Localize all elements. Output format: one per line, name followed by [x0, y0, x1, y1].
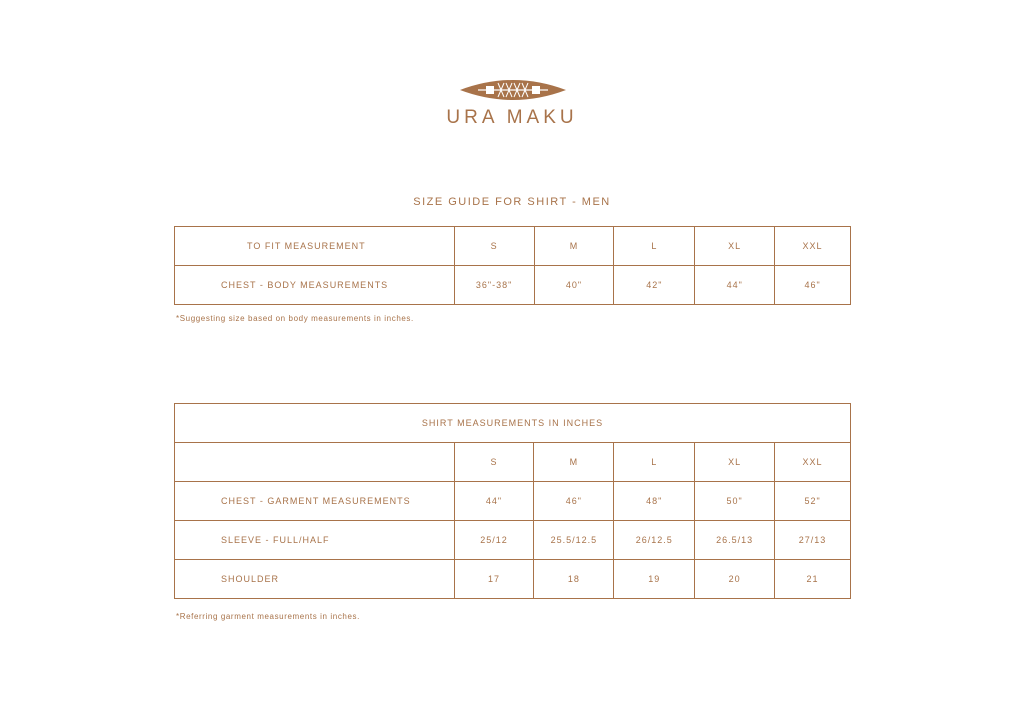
table-cell: 50" — [695, 482, 775, 521]
size-header-xl: XL — [695, 227, 775, 266]
table-cell: 25/12 — [454, 521, 534, 560]
size-header-xxl: XXL — [775, 227, 851, 266]
table-row — [175, 266, 851, 305]
size-header-m: M — [534, 443, 614, 482]
table-cell: 36"-38" — [454, 266, 534, 305]
table-cell: 26.5/13 — [695, 521, 775, 560]
shirt-measurements-note: *Referring garment measurements in inches. — [176, 612, 360, 621]
table-header-row — [175, 443, 851, 482]
table-cell: 44" — [695, 266, 775, 305]
table-row — [175, 560, 851, 599]
empty-header-cell — [175, 443, 455, 482]
table-cell: 27/13 — [775, 521, 851, 560]
size-guide-note: *Suggesting size based on body measurements in inches. — [176, 314, 414, 323]
table-cell: 40" — [534, 266, 614, 305]
size-header-l: L — [614, 443, 695, 482]
size-header-m: M — [534, 227, 614, 266]
table-cell: 25.5/12.5 — [534, 521, 614, 560]
size-header-xl: XL — [695, 443, 775, 482]
size-header-xxl: XXL — [775, 443, 851, 482]
size-guide-title: SIZE GUIDE FOR SHIRT - MEN — [413, 196, 611, 208]
table-row — [175, 521, 851, 560]
table-cell: 18 — [534, 560, 614, 599]
size-guide-table — [174, 226, 851, 305]
table-cell: 20 — [695, 560, 775, 599]
table-cell: 48" — [614, 482, 695, 521]
size-header-l: L — [614, 227, 695, 266]
table-cell: 52" — [775, 482, 851, 521]
size-header-s: S — [454, 227, 534, 266]
chest-garment-label: CHEST - GARMENT MEASUREMENTS — [175, 482, 455, 521]
size-header-s: S — [454, 443, 534, 482]
table-cell: 46" — [534, 482, 614, 521]
table-cell: 17 — [454, 560, 534, 599]
boat-shuttle-logo-icon — [458, 74, 568, 106]
table-row — [175, 482, 851, 521]
shoulder-label: SHOULDER — [175, 560, 455, 599]
shirt-measurements-table — [174, 403, 851, 599]
table-title-row — [175, 404, 851, 443]
table-cell: 46" — [775, 266, 851, 305]
shirt-measurements-title: SHIRT MEASUREMENTS IN INCHES — [175, 404, 851, 443]
sleeve-label: SLEEVE - FULL/HALF — [175, 521, 455, 560]
brand-name: URA MAKU — [446, 107, 578, 128]
table-cell: 19 — [614, 560, 695, 599]
to-fit-measurement-label: TO FIT MEASUREMENT — [175, 227, 455, 266]
table-cell: 44" — [454, 482, 534, 521]
table-header-row — [175, 227, 851, 266]
table-cell: 21 — [775, 560, 851, 599]
table-cell: 26/12.5 — [614, 521, 695, 560]
chest-body-label: CHEST - BODY MEASUREMENTS — [175, 266, 455, 305]
table-cell: 42" — [614, 266, 695, 305]
